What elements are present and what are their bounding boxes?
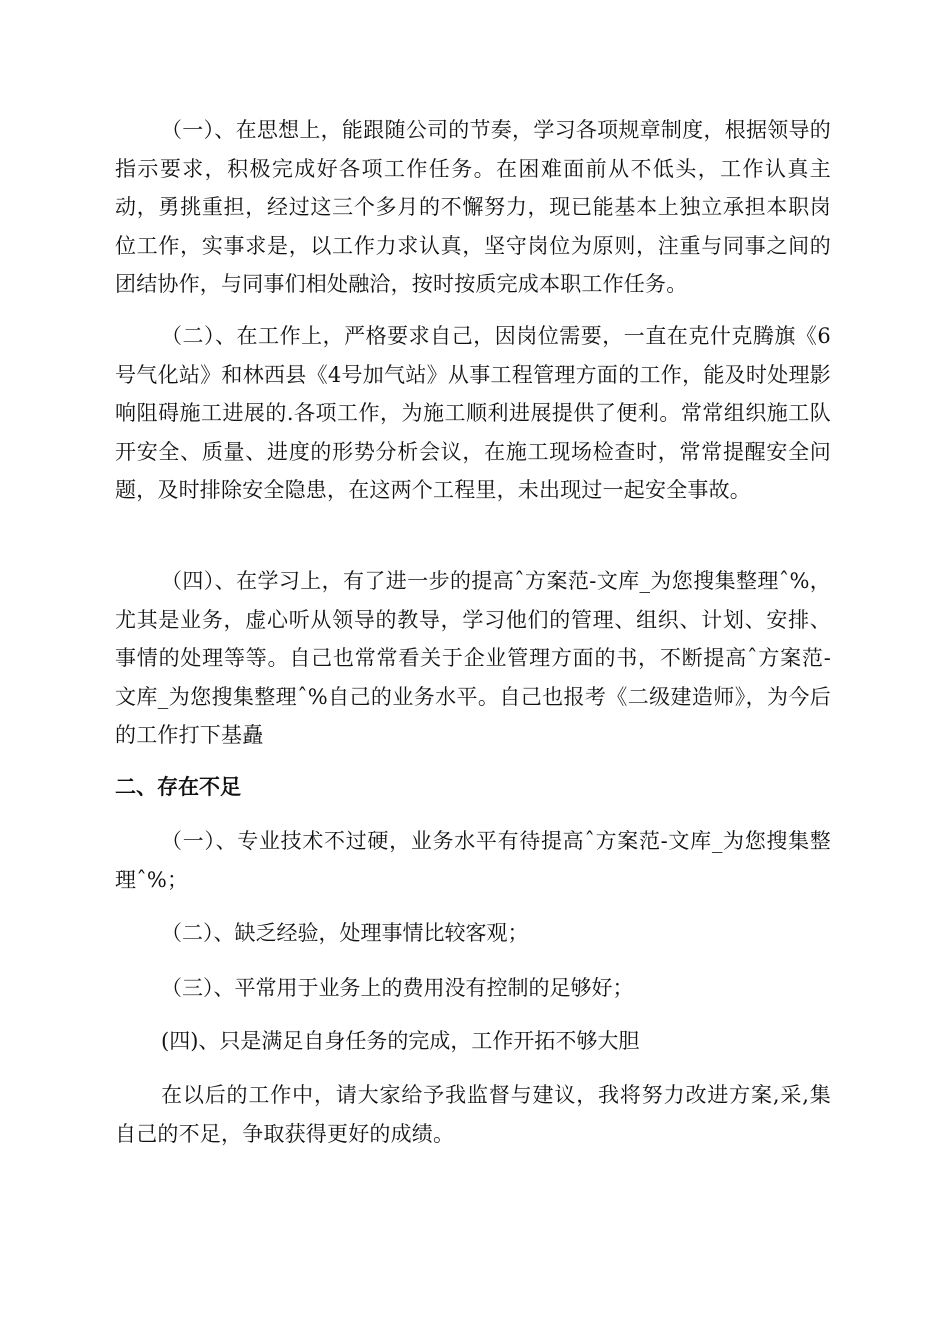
shortcoming-item-2: （二）、缺乏经验，处理事情比较客观； — [161, 921, 529, 945]
shortcoming-item-4: (四)、只是满足自身任务的完成，工作开拓不够大胆 — [161, 1029, 640, 1053]
paragraph-work: （二）、在工作上，严格要求自己，因岗位需要，一直在克什克腾旗《6号气化站》和林西县《4号加气站》从事工程管理方面的工作，能及时处理影响阻碍施工进展的.各项工作，为施工顺利进展提供了便利。常常组织施工队开安全、质量、进度的形势分析会议，在施工现场检查时，常常提醒安全问题，及时排除安全隐患，在这两个工程里，未出现过一起安全事故。 — [115, 324, 831, 502]
paragraph-study: （四）、在学习上，有了进一步的提高ˆ方案范-文库_为您搜集整理ˆ%，尤其是业务，虚心听从领导的教导，学习他们的管理、组织、计划、安排、事情的处理等等。自己也常常看关于企业管理方面的书，不断提高ˆ方案范-文库_为您搜集整理ˆ%自己的业务水平。自己也报考《二级建造师》，为今后的工作打下基矗 — [115, 569, 831, 747]
paragraph-thought: （一）、在思想上，能跟随公司的节奏，学习各项规章制度，根据领导的指示要求，积极完成好各项工作任务。在困难面前从不低头，工作认真主动，勇挑重担，经过这三个多月的不懈努力，现已能基本上独立承担本职岗位工作，实事求是，以工作力求认真，坚守岗位为原则，注重与同事之间的团结协作，与同事们相处融洽，按时按质完成本职工作任务。 — [115, 118, 831, 296]
section-heading-shortcomings: 二、存在不足 — [115, 774, 241, 799]
shortcoming-item-1: （一）、专业技术不过硬，业务水平有待提高ˆ方案范-文库_为您搜集整理ˆ%； — [115, 829, 831, 892]
closing-paragraph: 在以后的工作中，请大家给予我监督与建议，我将努力改进方案,采,集自己的不足，争取获得更好的成绩。 — [115, 1083, 831, 1146]
shortcoming-item-3: （三）、平常用于业务上的费用没有控制的足够好； — [161, 976, 634, 1000]
